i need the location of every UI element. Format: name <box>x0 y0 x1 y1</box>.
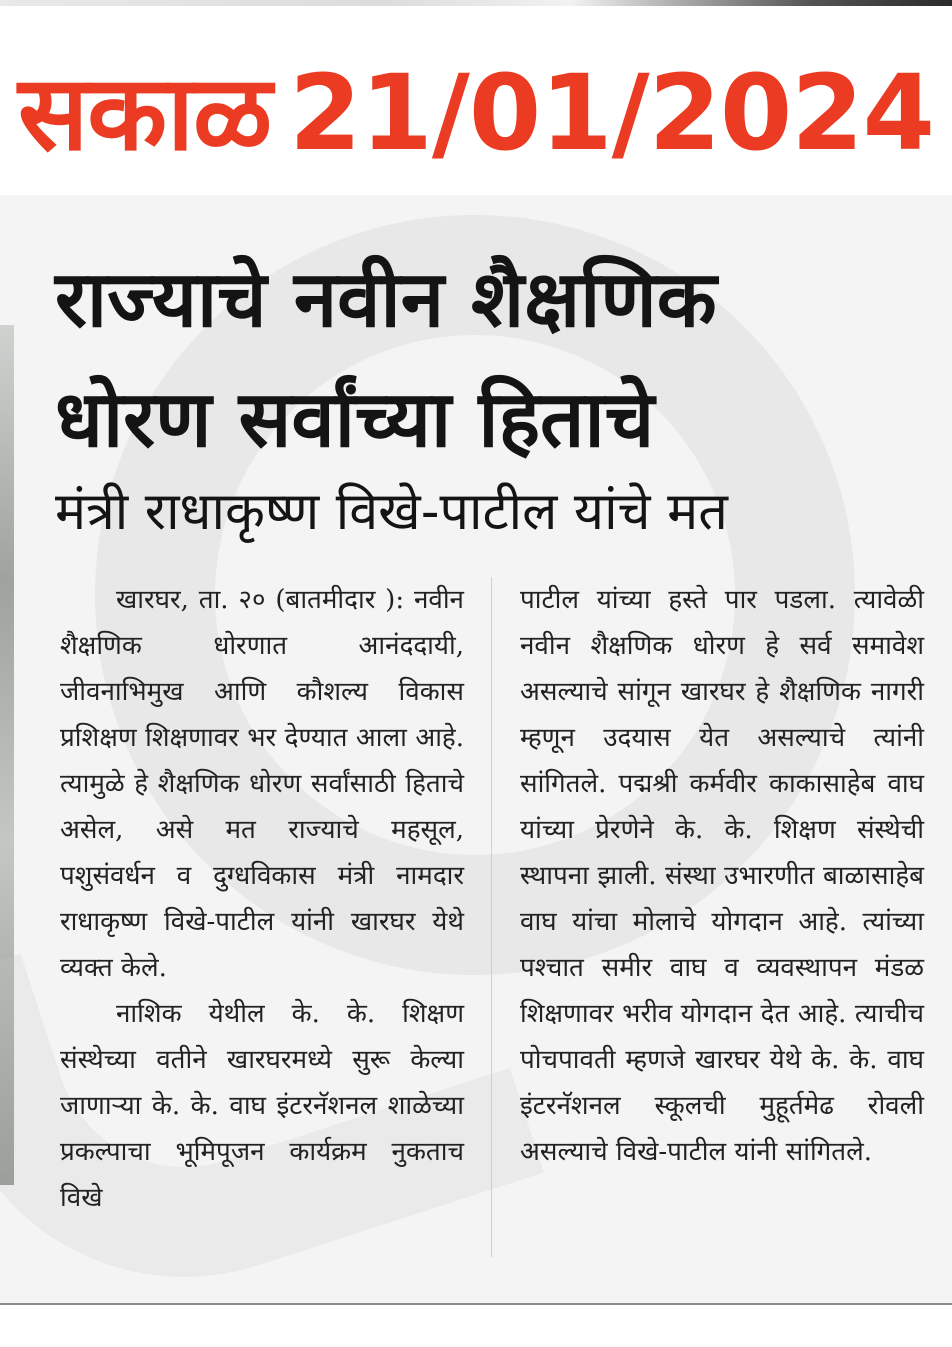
headline-line-1: राज्याचे नवीन शैक्षणिक <box>55 255 717 345</box>
headline-line-2: धोरण सर्वांच्या हिताचे <box>55 375 655 465</box>
paragraph-2-continued: पाटील यांच्या हस्ते पार पडला. त्यावेळी नवीन शैक्षणिक धोरण हे सर्व समावेश असल्याचे सांगून खारघर हे शैक्षणिक नागरी म्हणून उदयास येत असल्याचे त्यांनी सांगितले. पद्मश्री कर्मवीर काकासाहेब वाघ यांच्या प्रेरणेने के. के. शिक्षण संस्थेची स्थापना झाली. संस्था उभारणीत बाळासाहेब वाघ यांचा मोलाचे योगदान आहे. त्यांच्या पश्चात समीर वाघ व व्यवस्थापन मंडळ शिक्षणावर भरीव योगदान देत आहे. त्याचीच पोचपावती म्हणजे खारघर येथे के. के. वाघ इंटरनॅशनल स्कूलची मुहूर्तमेढ रोवली असल्याचे विखे-पाटील यांनी सांगितले. <box>520 585 924 1167</box>
article-headline <box>55 240 935 480</box>
newspaper-clipping <box>0 195 952 1305</box>
newspaper-name: सकाळ <box>17 52 272 174</box>
article-column-left <box>60 577 464 1221</box>
article-subheadline: मंत्री राधाकृष्ण विखे-पाटील यांचे मत <box>55 482 728 542</box>
article-body <box>60 577 930 1277</box>
publication-date: 21/01/2024 <box>289 52 935 174</box>
column-divider <box>491 577 492 1257</box>
article-column-right <box>520 577 924 1175</box>
paragraph-1: खारघर, ता. २० (बातमीदार ): नवीन शैक्षणिक धोरणात आनंददायी, जीवनाभिमुख आणि कौशल्य विकास प्रशिक्षण शिक्षणावर भर देण्यात आला आहे. त्यामुळे हे शैक्षणिक धोरण सर्वांसाठी हिताचे असेल, असे मत राज्याचे महसूल, पशुसंवर्धन व दुग्धविकास मंत्री नामदार राधाकृष्ण विखे-पाटील यांनी खारघर येथे व्यक्त केले. <box>60 585 464 983</box>
bottom-rule <box>0 1303 952 1305</box>
photo-edge-strip <box>0 0 952 6</box>
paragraph-2: नाशिक येथील के. के. शिक्षण संस्थेच्या वतीने खारघरमध्ये सुरू केल्या जाणाऱ्या के. के. वाघ इंटरनॅशनल शाळेच्या प्रकल्पाचा भूमिपूजन कार्यक्रम नुकताच विखे <box>60 999 464 1213</box>
masthead <box>0 38 952 188</box>
